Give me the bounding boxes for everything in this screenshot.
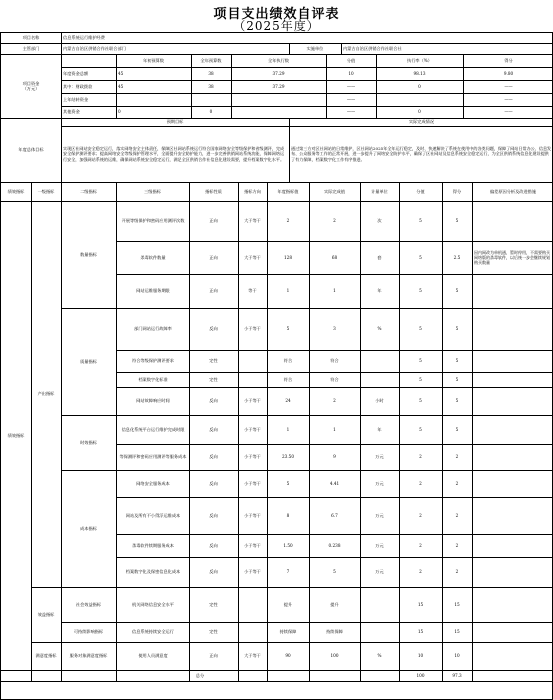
- funds-executed: 37.29: [272, 83, 285, 89]
- funds-budget-year: 0: [209, 109, 213, 115]
- indicator-header: 分值: [416, 188, 425, 194]
- indicator-actual: 提升: [330, 601, 339, 607]
- indicator-actual: 0.238: [328, 542, 341, 548]
- grid-line: [1, 681, 553, 682]
- funds-header: 年初预算数: [143, 57, 164, 63]
- indicator-l3: 网络安全服务成本: [136, 480, 170, 486]
- funds-budget-year: [191, 93, 231, 106]
- funds-get: ——: [504, 83, 513, 89]
- indicator-unit: [360, 372, 399, 387]
- indicator-l3: 等保测评和密码应用测评等服务成本: [119, 454, 187, 460]
- page-year: （2025年度）: [233, 19, 320, 33]
- indicator-direction: 大于等于: [244, 218, 261, 224]
- evaluation-table: [0, 32, 553, 700]
- funds-label: 项目资金 （万元）: [22, 80, 40, 91]
- indicator-get: 5: [455, 426, 459, 432]
- group-satisfaction: 满意度指标: [35, 653, 57, 659]
- indicator-get: 5: [455, 288, 459, 294]
- funds-budget-initial: 0: [118, 109, 121, 115]
- indicator-nature: 反向: [209, 569, 218, 575]
- indicator-target: 23.50: [282, 454, 294, 460]
- indicator-actual: 1: [333, 426, 336, 432]
- indicator-score: 15: [417, 601, 424, 607]
- impl-value: 内蒙古自治区供销合作社联合社: [343, 45, 402, 51]
- funds-row-label: 其中：财政拨款: [63, 83, 93, 89]
- funds-header: 得分: [504, 57, 513, 63]
- indicator-score: 5: [419, 254, 422, 260]
- indicator-target: 1: [286, 426, 290, 432]
- indicator-get: 5: [455, 398, 459, 404]
- total-label: 总分: [195, 672, 205, 678]
- goals-actual-header: 实际完成情况: [408, 119, 435, 125]
- total-score: 100: [416, 672, 425, 678]
- funds-row-label: 上年结转资金: [63, 96, 89, 102]
- indicator-unit: 万元: [375, 480, 384, 486]
- indicator-l3: 信息化系统平台运行维护完成时限: [121, 426, 185, 432]
- indicator-nature: 反向: [209, 512, 218, 518]
- funds-get: ——: [504, 109, 513, 115]
- dept-value: 内蒙古自治区供销合作社联合部门: [63, 45, 126, 51]
- indicator-header: 年度指标值: [277, 188, 299, 194]
- indicator-unit: 万元: [375, 454, 384, 460]
- indicator-get: 10: [454, 653, 460, 659]
- indicator-l3: 网站故障响应时间: [136, 398, 170, 404]
- indicator-target: 符合: [283, 358, 293, 364]
- funds-score: ——: [346, 83, 356, 89]
- indicator-get: 5: [455, 376, 459, 382]
- indicator-l3: 使用人员满意度: [138, 653, 168, 659]
- page-title: 项目支出绩效自评表: [213, 7, 340, 22]
- indicator-l3: 杀毒软件数量: [140, 254, 166, 260]
- indicator-score: 5: [419, 376, 422, 382]
- indicator-target: 持续保障: [279, 629, 297, 635]
- goals-expected-text: 实现区社网站安全稳定运行，落实网络安全主体责任，保障区社网站系统运行符合国家网络安全等级保护和省级测评，完成安全保护测评要求；提高网络安全等级保护管理水平，全面提升安全防护能力，进一步完善供销网站系统功能，保障网络运行安全，加强网站系统的运维，确保网站系统安全稳定运行，满足全区供销合作社信息化建设需要，提升档案数字化水平。: [63, 146, 285, 162]
- funds-executed: [231, 106, 326, 118]
- funds-budget-year: 38: [208, 70, 214, 76]
- indicator-l2: 质量指标: [80, 358, 97, 364]
- indicator-get: 2: [455, 512, 459, 518]
- indicator-get: 5: [455, 326, 459, 332]
- indicator-nature: 反向: [209, 326, 218, 332]
- funds-budget-initial: 45: [118, 70, 124, 76]
- indicator-note: 因内网改为单机通，暂时停用，不需要购买网络版的杀毒软件，以后统一步会继续规划购买数量: [474, 249, 550, 266]
- grid-line: [472, 182, 473, 681]
- indicator-actual: 100: [330, 653, 339, 659]
- indicator-unit: 万元: [375, 542, 384, 548]
- indicator-l2: 服务对象满意度指标: [69, 653, 108, 659]
- indicator-l3: 档案数字化标准: [138, 376, 168, 382]
- group-perf: 绩效指标: [7, 432, 25, 438]
- indicator-actual: 5: [333, 569, 336, 575]
- indicator-header: 绩效指标: [7, 188, 25, 194]
- indicator-header: 得分: [452, 188, 462, 194]
- funds-budget-year: 38: [208, 83, 214, 89]
- indicator-get: 5: [455, 218, 459, 224]
- indicator-get: 2: [455, 480, 459, 486]
- indicator-actual: 68: [331, 254, 338, 260]
- indicator-direction: [238, 622, 267, 642]
- funds-rate: 0: [418, 109, 421, 115]
- indicator-get: 5: [455, 358, 459, 364]
- funds-rate: 0: [418, 83, 421, 89]
- indicator-nature: 定性: [209, 358, 218, 364]
- indicator-score: 10: [417, 653, 424, 659]
- indicator-unit: %: [377, 653, 382, 659]
- indicator-direction: [238, 350, 267, 372]
- indicator-direction: 小于等于: [244, 480, 261, 486]
- indicator-direction: 小于等于: [244, 569, 261, 575]
- indicator-nature: 定性: [209, 601, 218, 607]
- funds-header: 全年预算数: [200, 57, 222, 63]
- indicator-unit: 万元: [375, 512, 384, 518]
- indicator-actual: 符合: [330, 358, 339, 364]
- indicator-nature: 反向: [209, 454, 218, 460]
- indicator-unit: 套: [377, 254, 382, 260]
- indicator-score: 5: [419, 218, 422, 224]
- indicator-target: 128: [284, 254, 292, 260]
- indicator-unit: 次: [377, 218, 382, 224]
- goals-expected-header: 预期目标: [166, 119, 184, 125]
- indicator-score: 5: [419, 426, 422, 432]
- indicator-score: 2: [419, 542, 422, 548]
- group-output: 产出指标: [37, 391, 55, 397]
- indicator-target: 90: [285, 653, 291, 659]
- indicator-get: 2: [455, 454, 459, 460]
- indicator-nature: 定性: [209, 376, 218, 382]
- funds-rate: [376, 93, 463, 106]
- impl-label: 实施单位: [306, 45, 324, 51]
- indicator-l3: 档案数字化及保密信息化成本: [125, 569, 181, 575]
- project-name-label: 项目名称: [22, 35, 40, 41]
- indicator-target: 2: [286, 218, 290, 224]
- indicator-header: 实际完成值: [324, 188, 345, 194]
- indicator-score: 5: [419, 358, 422, 364]
- indicator-l3: 杀毒软件续期服务成本: [132, 542, 174, 548]
- grid-line: [61, 54, 62, 118]
- grid-line: [116, 182, 117, 681]
- goals-label: 年度总体目标: [18, 147, 44, 153]
- indicator-actual: 6.7: [331, 512, 338, 518]
- funds-budget-initial: [118, 93, 188, 106]
- funds-row-label: 其他资金: [63, 109, 80, 115]
- indicator-actual: 符合: [330, 376, 339, 382]
- indicator-direction: [238, 372, 267, 387]
- indicator-nature: 正向: [209, 288, 218, 294]
- funds-get: ——: [504, 96, 513, 102]
- indicator-unit: 年: [377, 288, 382, 294]
- indicator-direction: 小于等于: [244, 542, 261, 548]
- indicator-l3: 开展等级保护和密码应用测评次数: [121, 218, 185, 224]
- indicator-unit: [360, 622, 399, 642]
- indicator-l3: 信息系统持续安全运行: [132, 629, 174, 635]
- total-get: 97.3: [452, 672, 462, 678]
- indicator-nature: 反向: [209, 480, 218, 486]
- indicator-header: 一级指标: [37, 188, 55, 194]
- indicator-target: 提升: [283, 601, 293, 607]
- indicator-score: 5: [419, 398, 422, 404]
- funds-budget-initial: 45: [118, 83, 124, 89]
- indicator-nature: 定性: [209, 629, 218, 635]
- indicator-direction: 小于等于: [244, 326, 261, 332]
- indicator-actual: 2: [333, 398, 336, 404]
- indicator-get: 2: [455, 569, 459, 575]
- indicator-nature: 正向: [209, 254, 218, 260]
- group-benefit: 效益指标: [37, 611, 55, 617]
- indicator-score: 2: [419, 569, 422, 575]
- grid-line: [61, 33, 62, 54]
- indicator-nature: 正向: [209, 218, 218, 224]
- indicator-l3: 网站运维服务期限: [136, 288, 170, 294]
- grid-line: [61, 118, 62, 182]
- indicator-header: 偏差原因分析及改进措施: [489, 188, 537, 194]
- indicator-get: 2: [455, 542, 459, 548]
- indicator-header: 三级指标: [144, 188, 161, 194]
- indicator-target: 5: [286, 480, 290, 486]
- indicator-nature: 反向: [209, 426, 218, 432]
- indicator-l2: 社会效益指标: [75, 601, 102, 607]
- indicator-l2: 数量指标: [80, 251, 97, 257]
- indicator-direction: 小于等于: [244, 512, 261, 518]
- indicator-unit: 小时: [375, 398, 384, 404]
- indicator-header: 指标性质: [205, 188, 222, 194]
- funds-header: 全年执行数: [268, 57, 289, 63]
- indicator-score: 5: [419, 326, 422, 332]
- dept-label: 主管部门: [22, 45, 40, 51]
- indicator-actual: 1: [333, 288, 336, 294]
- indicator-direction: 等于: [248, 288, 257, 294]
- indicator-header: 计量单位: [371, 188, 388, 194]
- indicator-actual: 3: [333, 326, 336, 332]
- indicator-score: 2: [419, 512, 422, 518]
- indicator-unit: [360, 587, 399, 622]
- goals-actual-text: 通过第三方对区社网站的日常维护，区社网站2025年全年运行稳定，及时、快速解决了系统在使用中的各类问题，保障了网站日常办公、信息发布、公众服务等工作的正常开展，进一步提升了网络安全防护水平，确保了区社网站及信息系统安全稳定运行，为全区供销系统信息化建设提供了有力保障，档案数字化工作有序推进。: [291, 146, 552, 162]
- funds-rate: 98.13: [413, 70, 426, 76]
- grid-line: [289, 118, 290, 182]
- grid-line: [341, 43, 342, 54]
- indicator-direction: 小于等于: [244, 398, 261, 404]
- indicator-get: 15: [454, 629, 460, 635]
- indicator-direction: 大于等于: [244, 254, 261, 260]
- indicator-target: 24: [285, 398, 291, 404]
- indicator-target: 1.50: [283, 542, 293, 548]
- indicator-actual: 2: [333, 218, 336, 224]
- indicator-header: 指标方向: [244, 188, 261, 194]
- indicator-target: 7: [286, 569, 290, 575]
- indicator-unit: 万元: [375, 569, 384, 575]
- indicator-actual: 9: [333, 454, 336, 460]
- funds-score: 10: [348, 70, 354, 76]
- indicator-get: 2.5: [453, 254, 461, 260]
- indicator-nature: 反向: [209, 398, 218, 404]
- indicator-l2: 时效指标: [80, 439, 97, 445]
- indicator-l2: 可持续影响指标: [73, 629, 104, 635]
- indicator-target: 符合: [283, 376, 293, 382]
- indicator-l3: 部门网站运行故障率: [134, 326, 172, 332]
- indicator-score: 2: [419, 480, 422, 486]
- funds-header: 执行率（%）: [407, 57, 432, 63]
- funds-score: ——: [346, 96, 356, 102]
- indicator-actual: 4.41: [329, 480, 340, 486]
- indicator-header: 二级指标: [80, 188, 97, 194]
- indicator-direction: [238, 587, 267, 622]
- indicator-l2: 成本指标: [80, 525, 97, 531]
- indicator-score: 2: [419, 454, 422, 460]
- indicator-target: 1: [286, 288, 290, 294]
- indicator-target: 8: [286, 512, 290, 518]
- indicator-actual: 持续保障: [326, 629, 343, 635]
- funds-executed: 37.29: [272, 70, 285, 76]
- indicator-nature: 正向: [209, 653, 218, 659]
- indicator-target: 5: [286, 326, 290, 332]
- indicator-nature: 反向: [209, 542, 218, 548]
- funds-header: 分值: [346, 57, 356, 63]
- funds-score: ——: [346, 109, 356, 115]
- indicator-l3: 机关网络信息安全水平: [132, 601, 174, 607]
- indicator-unit: [360, 350, 399, 372]
- indicator-unit: %: [377, 326, 382, 332]
- indicator-direction: 小于等于: [244, 426, 261, 432]
- funds-get: 9.80: [503, 70, 514, 76]
- funds-executed: [231, 93, 326, 106]
- indicator-unit: 年: [377, 426, 382, 432]
- indicator-l3: 符合等级保护测评要求: [132, 358, 174, 364]
- indicator-score: 5: [419, 288, 422, 294]
- indicator-direction: 大于等于: [244, 653, 261, 659]
- indicator-direction: 小于等于: [244, 454, 261, 460]
- indicator-get: 15: [454, 601, 460, 607]
- indicator-l3: 网站及所有不小得浮运维成本: [125, 512, 181, 518]
- project-name-value: 信息系统运行维护经费: [63, 35, 105, 41]
- indicator-score: 15: [417, 629, 424, 635]
- funds-row-label: 年度资金总额: [63, 70, 89, 76]
